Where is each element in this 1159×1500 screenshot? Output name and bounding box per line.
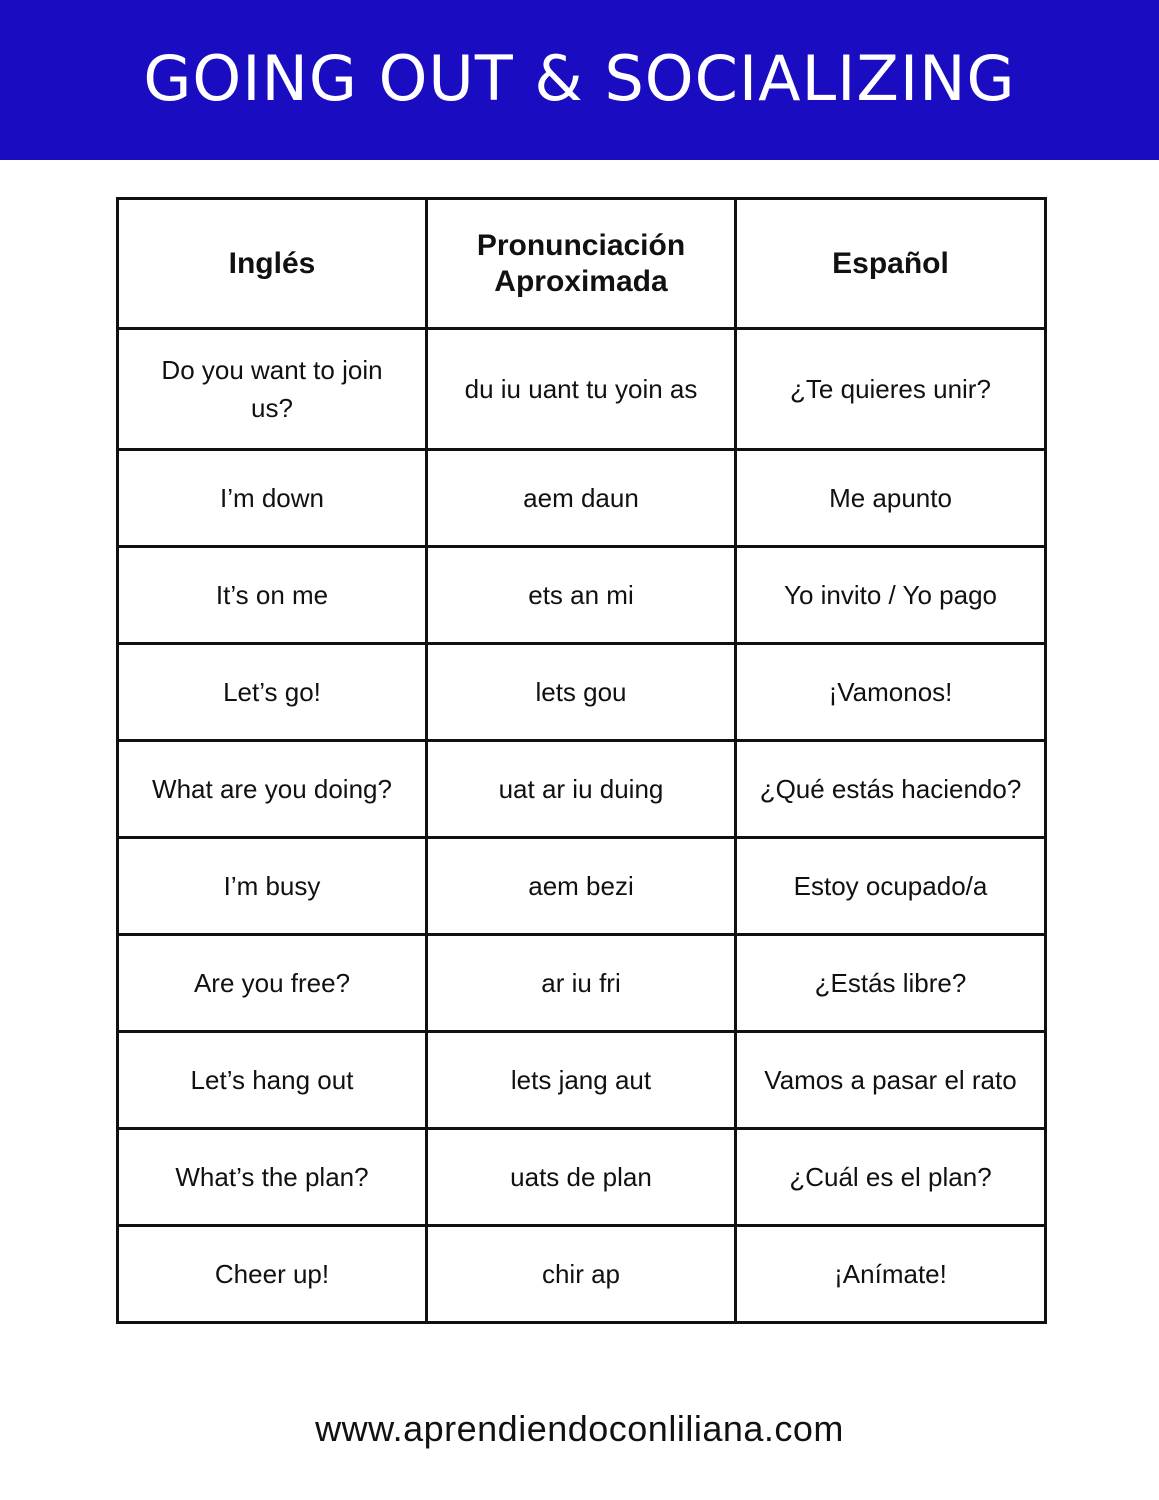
page-title: GOING OUT & SOCIALIZING	[143, 41, 1016, 115]
cell-spanish: ¿Cuál es el plan?	[736, 1129, 1046, 1226]
cell-pronunciation: ar iu fri	[427, 935, 736, 1032]
cell-pronunciation: chir ap	[427, 1226, 736, 1323]
footer-website-url: www.aprendiendoconliliana.com	[315, 1408, 844, 1449]
table-row	[118, 1129, 1046, 1226]
cell-spanish: Estoy ocupado/a	[736, 838, 1046, 935]
cell-english: Let’s go!	[118, 644, 427, 741]
table-row	[118, 741, 1046, 838]
cell-spanish: ¿Te quieres unir?	[736, 329, 1046, 450]
cell-pronunciation: du iu uant tu yoin as	[427, 329, 736, 450]
header-pronunciation	[427, 199, 736, 329]
vocabulary-table	[116, 197, 1047, 1324]
table-row	[118, 450, 1046, 547]
cell-pronunciation: aem daun	[427, 450, 736, 547]
cell-spanish: ¡Vamonos!	[736, 644, 1046, 741]
table-row	[118, 1032, 1046, 1129]
cell-english: What’s the plan?	[118, 1129, 427, 1226]
header-pronunciation-line2: Aproximada	[494, 264, 668, 298]
cell-english: Cheer up!	[118, 1226, 427, 1323]
cell-spanish: ¡Anímate!	[736, 1226, 1046, 1323]
cell-spanish: Vamos a pasar el rato	[736, 1032, 1046, 1129]
cell-pronunciation: uats de plan	[427, 1129, 736, 1226]
table-row	[118, 935, 1046, 1032]
cell-spanish: ¿Estás libre?	[736, 935, 1046, 1032]
table-row	[118, 838, 1046, 935]
cell-spanish: ¿Qué estás haciendo?	[736, 741, 1046, 838]
table-row	[118, 1226, 1046, 1323]
cell-pronunciation: aem bezi	[427, 838, 736, 935]
cell-spanish: Yo invito / Yo pago	[736, 547, 1046, 644]
cell-english: I’m busy	[118, 838, 427, 935]
cell-spanish: Me apunto	[736, 450, 1046, 547]
cell-english: I’m down	[118, 450, 427, 547]
table-row	[118, 329, 1046, 450]
header-english: Inglés	[118, 199, 427, 329]
table-row	[118, 547, 1046, 644]
header-pronunciation-line1: Pronunciación	[476, 228, 686, 262]
cell-pronunciation: uat ar iu duing	[427, 741, 736, 838]
cell-english: Do you want to join us?	[118, 329, 427, 450]
table-row	[118, 644, 1046, 741]
header-spanish: Español	[736, 199, 1046, 329]
cell-english: It’s on me	[118, 547, 427, 644]
cell-english: Let’s hang out	[118, 1032, 427, 1129]
cell-english: Are you free?	[118, 935, 427, 1032]
cell-english: What are you doing?	[118, 741, 427, 838]
table-header-row	[118, 199, 1046, 329]
cell-pronunciation: lets jang aut	[427, 1032, 736, 1129]
cell-pronunciation: ets an mi	[427, 547, 736, 644]
cell-pronunciation: lets gou	[427, 644, 736, 741]
header-banner	[0, 0, 1159, 160]
